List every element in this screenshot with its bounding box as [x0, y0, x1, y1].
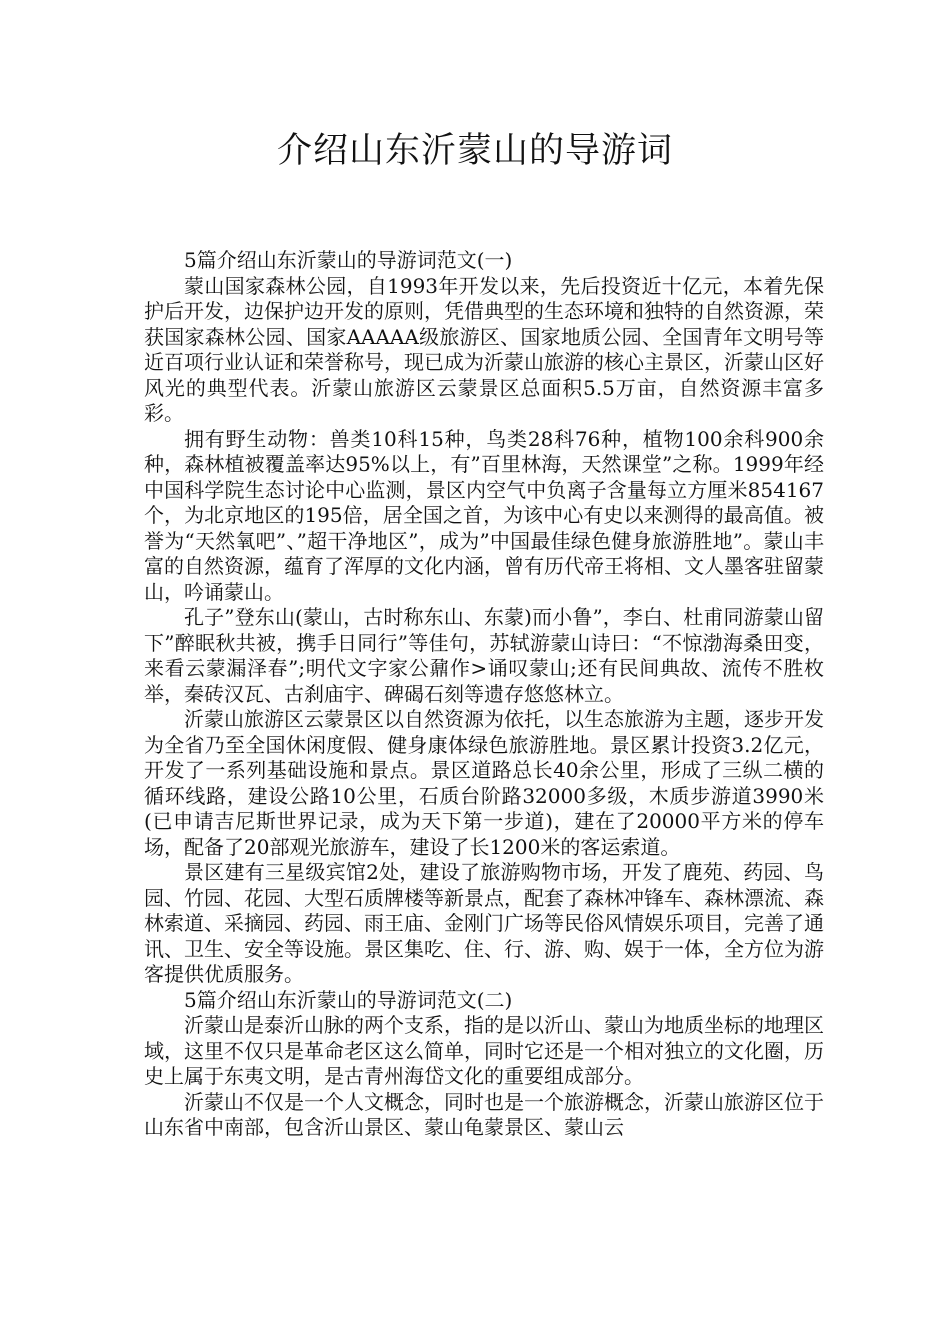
document-title: 介绍山东沂蒙山的导游词: [276, 131, 673, 171]
document-body: [144, 248, 824, 1141]
paragraph: 蒙山国家森林公园，自1993年开发以来，先后投资近十亿元，本着先保护后开发，边保护边开发的原则，凭借典型的生态环境和独特的自然资源，荣获国家森林公园、国家AAAAA级旅游区、国家地质公园、全国青年文明号等近百项行业认证和荣誉称号，现已成为沂蒙山旅游的核心主景区，沂蒙山区好风光的典型代表。沂蒙山旅游区云蒙景区总面积5.5万亩，自然资源丰富多彩。: [144, 273, 824, 425]
paragraph: 景区建有三星级宾馆2处，建设了旅游购物市场，开发了鹿苑、药园、鸟园、竹园、花园、大型石质牌楼等新景点，配套了森林冲锋车、森林漂流、森林索道、采摘园、药园、雨王庙、金刚门广场等民俗风情娱乐项目，完善了通讯、卫生、安全等设施。景区集吃、住、行、游、购、娱于一体，全方位为游客提供优质服务。: [144, 860, 824, 986]
section-heading: 5篇介绍山东沂蒙山的导游词范文(一): [184, 248, 513, 272]
paragraph: 沂蒙山不仅是一个人文概念，同时也是一个旅游概念，沂蒙山旅游区位于山东省中南部，包含沂山景区、蒙山龟蒙景区、蒙山云: [144, 1089, 824, 1139]
paragraph: 沂蒙山旅游区云蒙景区以自然资源为依托，以生态旅游为主题，逐步开发为全省乃至全国休闲度假、健身康体绿色旅游胜地。景区累计投资3.2亿元，开发了一系列基础设施和景点。景区道路总长40余公里，形成了三纵二横的循环线路，建设公路10公里，石质台阶路32000多级，木质步游道3990米(已申请吉尼斯世界记录，成为天下第一步道)，建在了20000平方米的停车场，配备了20部观光旅游车，建设了长1200米的客运索道。: [144, 707, 824, 859]
paragraph: 沂蒙山是泰沂山脉的两个支系，指的是以沂山、蒙山为地质坐标的地理区域，这里不仅只是革命老区这么简单，同时它还是一个相对独立的文化圈，历史上属于东夷文明，是古青州海岱文化的重要组成部分。: [144, 1013, 824, 1088]
paragraph: 拥有野生动物：兽类10科15种，鸟类28科76种，植物100余科900余种，森林植被覆盖率达95%以上，有”百里林海，天然课堂”之称。1999年经中国科学院生态讨论中心监测，景区内空气中负离子含量每立方厘米854167个，为北京地区的195倍，居全国之首，为该中心有史以来测得的最高值。被誉为“天然氧吧”、”超干净地区”，成为”中国最佳绿色健身旅游胜地”。蒙山丰富的自然资源，蕴育了浑厚的文化内涵，曾有历代帝王将相、文人墨客驻留蒙山，吟诵蒙山。: [144, 426, 824, 604]
paragraph: 孔子”登东山(蒙山，古时称东山、东蒙)而小鲁”，李白、杜甫同游蒙山留下”醉眠秋共被，携手日同行”等佳句，苏轼游蒙山诗曰：“不惊渤海桑田变，来看云蒙漏泽春”;明代文字家公鼐作>诵叹蒙山;还有民间典故、流传不胜枚举，秦砖汉瓦、古刹庙宇、碑碣石刻等遗存悠悠林立。: [144, 605, 824, 706]
section-heading: 5篇介绍山东沂蒙山的导游词范文(二): [184, 987, 513, 1012]
